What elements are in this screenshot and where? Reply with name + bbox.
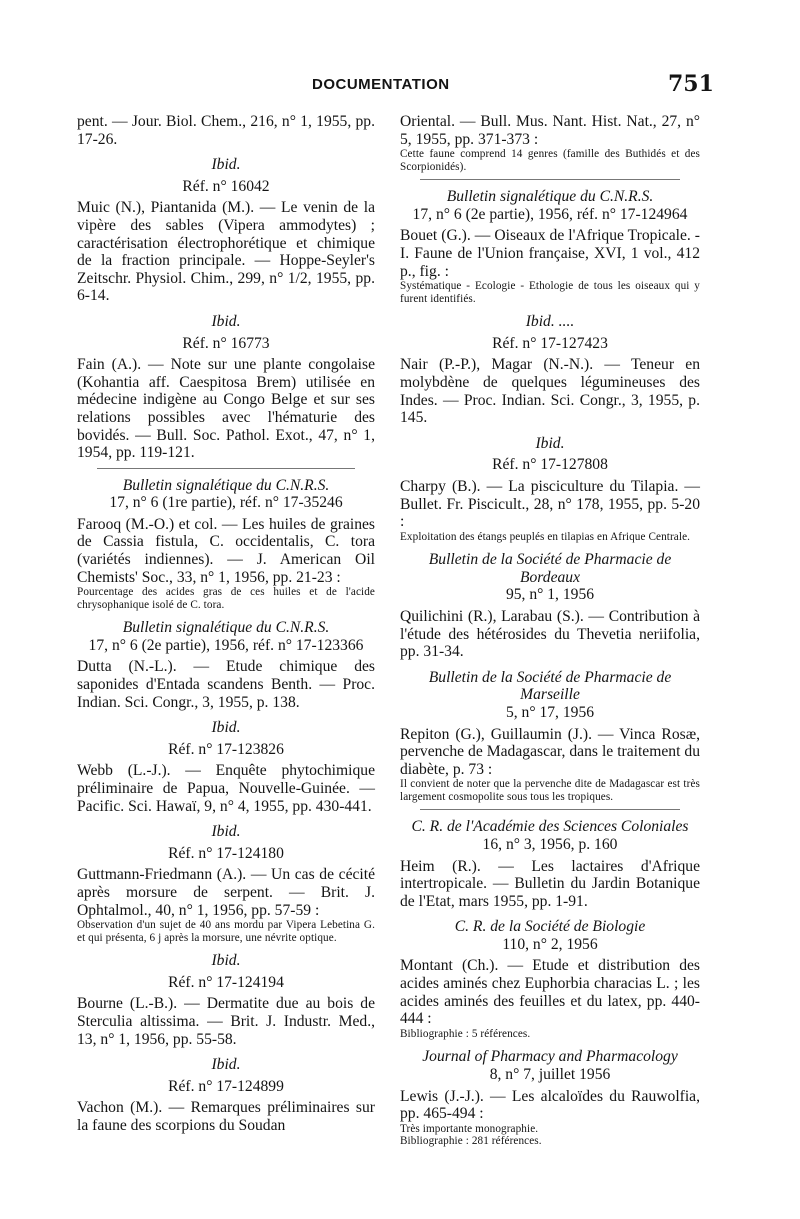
section-divider [420, 809, 680, 810]
bibliography-entry: Lewis (J.-J.). — Les alcaloïdes du Rauwolfia, pp. 465-494 : [400, 1087, 700, 1123]
section-divider [420, 179, 680, 180]
source-title: Bulletin signalétique du C.N.R.S. [446, 188, 654, 206]
ibid-label: Ibid. [211, 312, 241, 330]
source-issue: 17, n° 6 (2e partie), 1956, réf. n° 17-123366 [88, 636, 364, 654]
bibliography-entry: Fain (A.). — Note sur une plante congolaise (Kohantia aff. Caespitosa Brem) utilisée en médecine indigène au Congo Belge et sur ses relations possibles avec l'hématurie des bovidés. — Bull. Soc. Pathol. Exot., 47, n° 1, 1954, pp. 119-121. [77, 356, 375, 462]
source-issue: 8, n° 7, juillet 1956 [489, 1065, 611, 1083]
source-title: C. R. de l'Académie des Sciences Coloniales [411, 818, 689, 836]
bibliography-entry: Webb (L.-J.). — Enquête phytochimique préliminaire de Papua, Nouvelle-Guinée. —Pacific. Sci. Hawaï, 9, n° 4, 1955, pp. 430-441. [77, 762, 375, 815]
page-number: 751 [668, 71, 714, 97]
bibliography-entry: Nair (P.-P.), Magar (N.-N.). — Teneur en molybdène de quelques légumineuses des Indes. — Proc. Indian. Sci. Congr., 3, 1955, p. 145. [400, 356, 700, 427]
source-issue: 17, n° 6 (1re partie), réf. n° 17-35246 [109, 494, 343, 512]
source-title: Bulletin de la Société de Pharmacie de Marseille [428, 668, 672, 704]
left-column [77, 113, 375, 1135]
source-issue: 5, n° 17, 1956 [505, 703, 595, 721]
abstract-note: Pourcentage des acides gras de ces huiles et de l'acide chrysophanique isolé de C. tora. [77, 586, 375, 611]
abstract-note: Observation d'un sujet de 40 ans mordu par Vipera Lebetina G. et qui présenta, 6 j après la morsure, une névrite optique. [77, 919, 375, 944]
bibliography-entry: Dutta (N.-L.). — Etude chimique des saponides d'Entada scandens Benth. — Proc. Indian. Sci. Congr., 3, 1955, p. 138. [77, 658, 375, 711]
right-column [400, 113, 700, 1148]
source-title: Bulletin signalétique du C.N.R.S. [122, 476, 330, 494]
source-title: Bulletin signalétique du C.N.R.S. [122, 619, 330, 637]
bibliography-entry: Vachon (M.). — Remarques préliminaires sur la faune des scorpions du Soudan [77, 1099, 375, 1134]
bibliography-entry: Farooq (M.-O.) et col. — Les huiles de graines de Cassia fistula, C. occidentalis, C. tora (variétés indiennes). — J. American Oil Chemists' Soc., 33, n° 1, 1956, pp. 21-23 : [77, 515, 375, 586]
reference-number: Réf. n° 17-124899 [168, 1077, 284, 1095]
bibliography-entry: Bouet (G.). — Oiseaux de l'Afrique Tropicale. - I. Faune de l'Union française, XVI, 1 vol., 412 p., fig. : [400, 227, 700, 280]
bibliography-entry: Repiton (G.), Guillaumin (J.). — Vinca Rosæ, pervenche de Madagascar, dans le traitement du diabète, p. 73 : [400, 725, 700, 778]
bibliography-entry: Bourne (L.-B.). — Dermatite due au bois de Sterculia altissima. — Brit. J. Industr. Med., 13, n° 1, 1956, pp. 55-58. [77, 995, 375, 1048]
source-issue: 110, n° 2, 1956 [502, 935, 598, 953]
reference-number: Réf. n° 17-127423 [492, 334, 608, 352]
reference-number: Réf. n° 17-124180 [168, 844, 284, 862]
reference-number: Réf. n° 16042 [182, 177, 270, 195]
bibliography-entry: Montant (Ch.). — Etude et distribution des acides aminés chez Euphorbia characias L. ; les acides aminés des feuilles et du latex, pp. 440-444 : [400, 957, 700, 1028]
ibid-label: Ibid. [211, 1056, 241, 1074]
source-title: Journal of Pharmacy and Pharmacology [422, 1048, 678, 1066]
reference-number: Réf. n° 17-127808 [492, 456, 608, 474]
ibid-label: Ibid. [211, 156, 241, 174]
abstract-note: Très importante monographie. [400, 1122, 539, 1135]
ibid-label: Ibid. [211, 719, 241, 737]
ibid-label: Ibid. [535, 434, 565, 452]
entry-continuation: Oriental. — Bull. Mus. Nant. Hist. Nat., 27, n° 5, 1955, pp. 371-373 : [400, 113, 700, 148]
bibliography-entry: Charpy (B.). — La pisciculture du Tilapia. — Bullet. Fr. Piscicult., 28, n° 178, 1955, pp. 5-20 : [400, 477, 700, 531]
abstract-note: Cette faune comprend 14 genres (famille des Buthidés et des Scorpionidés). [400, 148, 700, 173]
reference-number: Réf. n° 16773 [182, 334, 270, 352]
source-title: C. R. de la Société de Biologie [454, 918, 646, 936]
abstract-note: Exploitation des étangs peuplés en tilapias en Afrique Centrale. [400, 530, 691, 543]
section-divider [97, 468, 355, 469]
source-issue: 95, n° 1, 1956 [505, 586, 595, 604]
abstract-note: Bibliographie : 281 références. [400, 1135, 542, 1148]
bibliography-entry: Muic (N.), Piantanida (M.). — Le venin de la vipère des sables (Vipera ammodytes) ; caractérisation électrophorétique et chimique de la fraction principale. — Hoppe-Seyler's Zeitschr. Physiol. Chim., 299, n° 1/2, 1955, pp. 6-14. [77, 199, 375, 305]
bibliography-entry: Guttmann-Friedmann (A.). — Un cas de cécité après morsure de serpent. — Brit. J. Ophtalmol., 40, n° 1, 1956, pp. 57-59 : [77, 866, 375, 919]
abstract-note: Il convient de noter que la pervenche dite de Madagascar est très largement cosmopolite sous tous les tropiques. [400, 778, 700, 803]
source-issue: 16, n° 3, 1956, p. 160 [482, 835, 618, 853]
reference-number: Réf. n° 17-123826 [168, 740, 284, 758]
abstract-note: Systématique - Ecologie - Ethologie de tous les oiseaux qui y furent identifiés. [400, 280, 700, 305]
bibliography-entry: Heim (R.). — Les lactaires d'Afrique intertropicale. — Bulletin du Jardin Botanique de l'Etat, mars 1955, pp. 1-91. [400, 857, 700, 910]
ibid-label: Ibid. .... [525, 313, 575, 331]
ibid-label: Ibid. [211, 952, 241, 970]
source-issue: 17, n° 6 (2e partie), 1956, réf. n° 17-124964 [412, 205, 688, 223]
abstract-note: Bibliographie : 5 références. [400, 1027, 531, 1040]
ibid-label: Ibid. [211, 823, 241, 841]
bibliography-entry: Quilichini (R.), Larabau (S.). — Contribution à l'étude des hétérosides du Thevetia neriifolia, pp. 31-34. [400, 607, 700, 661]
running-header: DOCUMENTATION [312, 76, 450, 93]
entry-continuation: pent. — Jour. Biol. Chem., 216, n° 1, 1955, pp. 17-26. [77, 113, 375, 148]
source-title: Bulletin de la Société de Pharmacie de Bordeaux [428, 551, 672, 586]
reference-number: Réf. n° 17-124194 [168, 973, 284, 991]
